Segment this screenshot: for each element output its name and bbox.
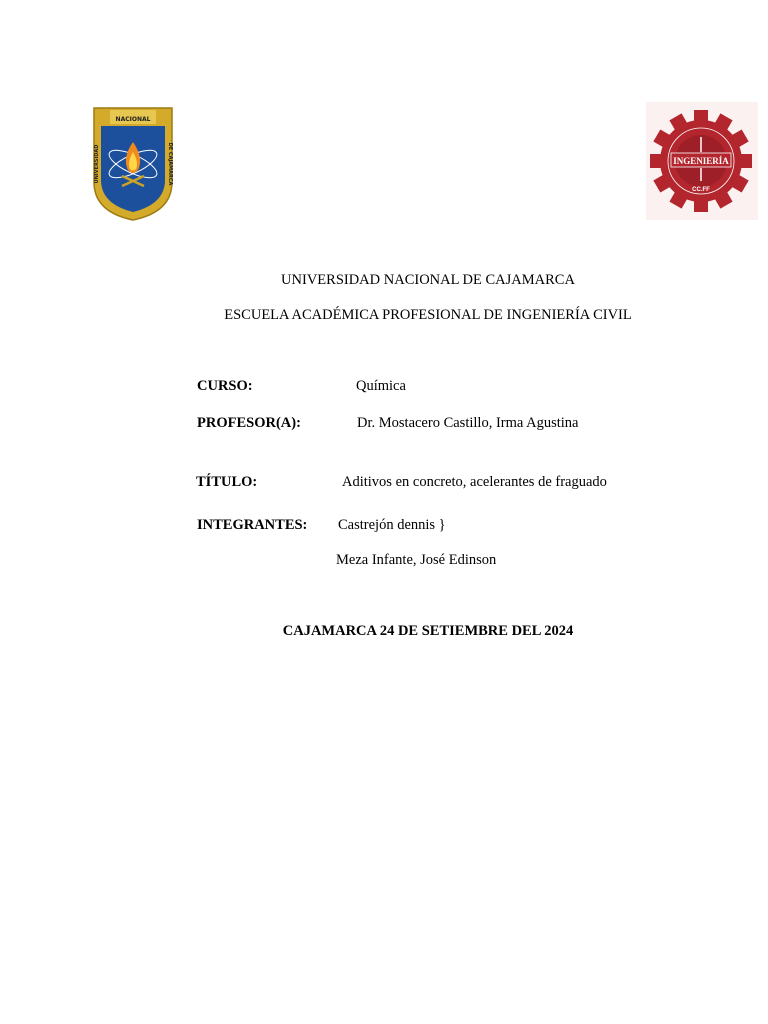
school-name: ESCUELA ACADÉMICA PROFESIONAL DE INGENIERÍA CIVIL	[224, 307, 632, 323]
profesor-value: Dr. Mostacero Castillo, Irma Agustina	[357, 415, 579, 431]
ingenieria-gear-seal	[646, 102, 758, 220]
svg-text:UNIVERSIDAD: UNIVERSIDAD	[94, 144, 100, 184]
integrante-2: Meza Infante, José Edinson	[336, 552, 497, 568]
university-name: UNIVERSIDAD NACIONAL DE CAJAMARCA	[281, 272, 575, 288]
unc-shield-logo	[92, 104, 174, 222]
svg-text:INGENIERÍA: INGENIERÍA	[673, 156, 729, 166]
titulo-label: TÍTULO:	[196, 474, 258, 490]
profesor-label: PROFESOR(A):	[197, 415, 301, 431]
place-date: CAJAMARCA 24 DE SETIEMBRE DEL 2024	[282, 623, 574, 639]
integrante-1: Castrejón dennis }	[338, 517, 446, 533]
curso-label: CURSO:	[197, 378, 253, 394]
svg-text:NACIONAL: NACIONAL	[115, 116, 151, 123]
curso-value: Química	[356, 378, 406, 394]
svg-text:DE CAJAMARCA: DE CAJAMARCA	[167, 142, 173, 186]
titulo-value: Aditivos en concreto, acelerantes de fraguado	[342, 474, 607, 490]
svg-text:CC.FF: CC.FF	[692, 187, 710, 193]
integrantes-label: INTEGRANTES:	[197, 517, 308, 533]
